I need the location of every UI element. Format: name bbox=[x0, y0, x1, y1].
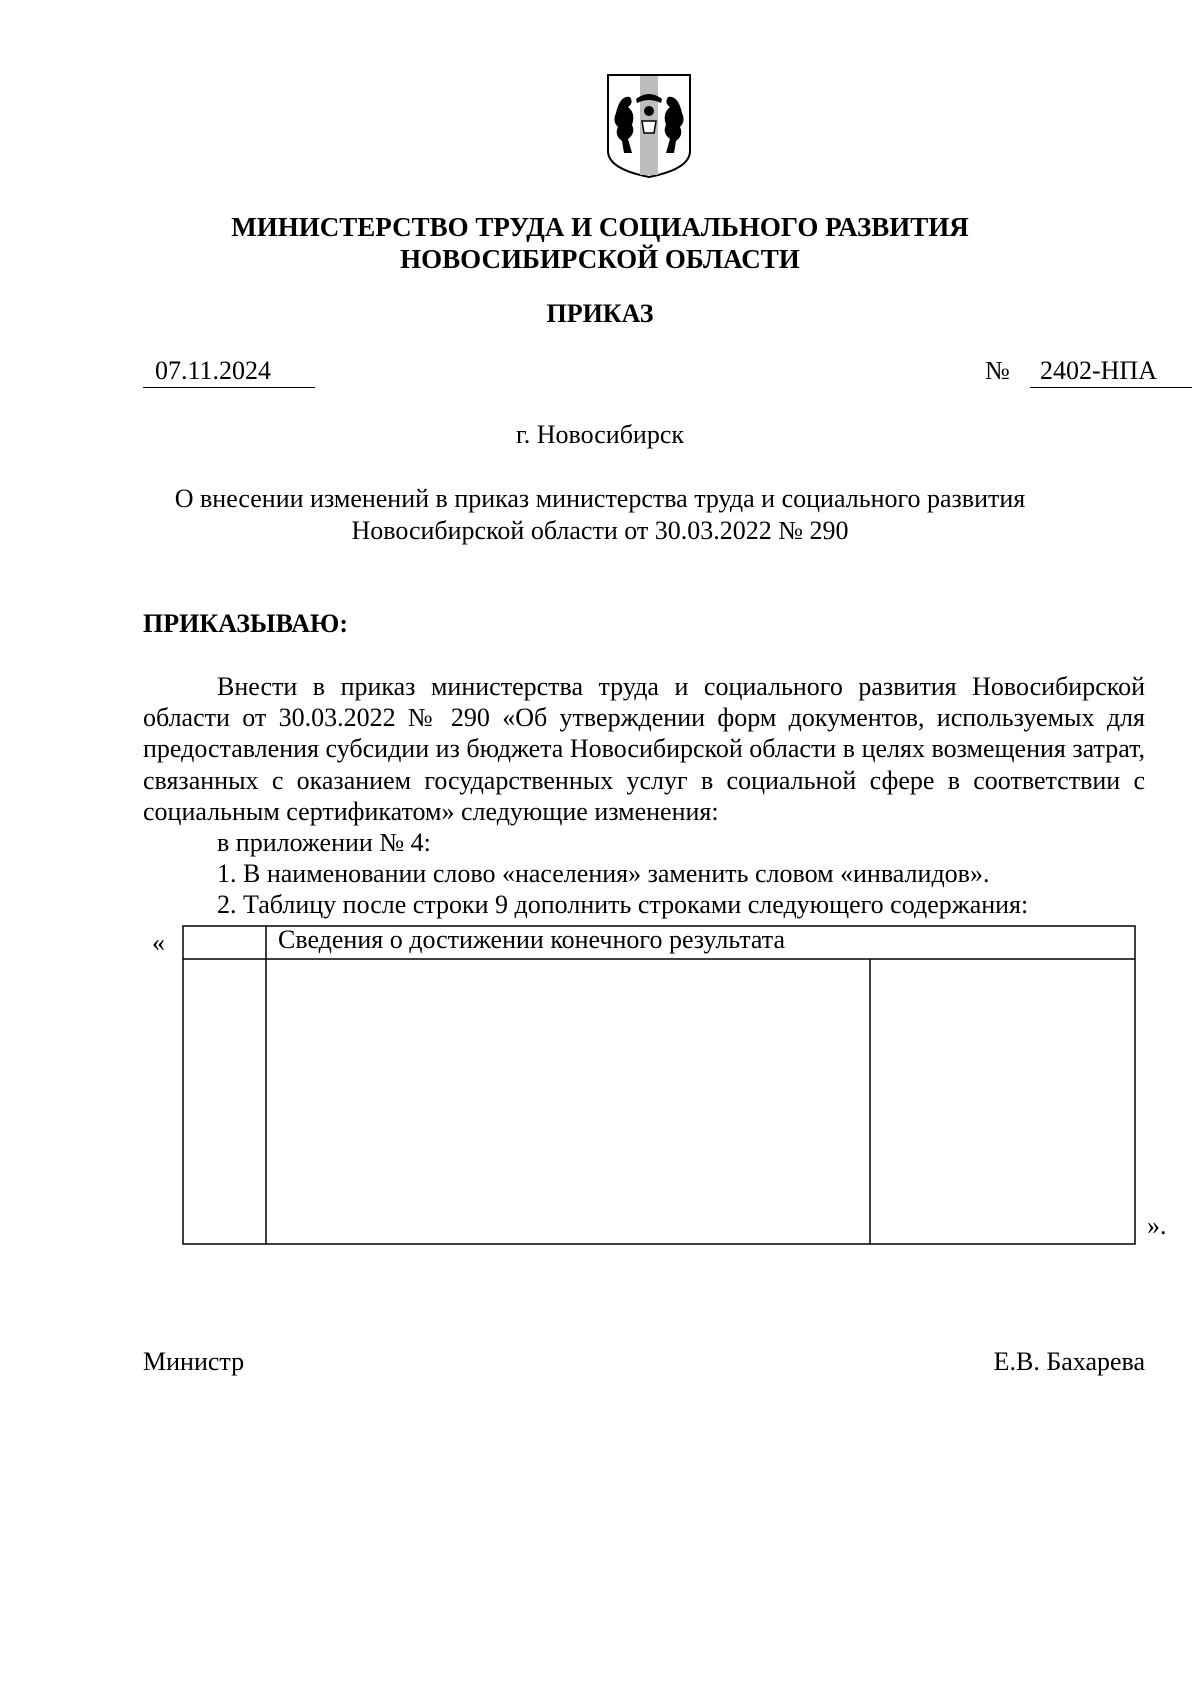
subject-line-1: О внесении изменений в приказ министерства труда и социального развития bbox=[174, 484, 1026, 513]
organization-name bbox=[150, 211, 1050, 275]
organization-line-1: МИНИСТЕРСТВО ТРУДА И СОЦИАЛЬНОГО РАЗВИТИЯ bbox=[231, 212, 969, 242]
document-type: ПРИКАЗ bbox=[546, 299, 654, 328]
document-subject bbox=[150, 483, 1050, 547]
amendment-table bbox=[182, 925, 1136, 1245]
document-number: 2402-НПА bbox=[1030, 355, 1192, 388]
signer-name: Е.В. Бахарева bbox=[993, 1347, 1145, 1376]
document-body bbox=[143, 671, 1145, 921]
signer-role: Министр bbox=[143, 1347, 245, 1376]
main-paragraph: Внести в приказ министерства труда и социального развития Новосибирской области от 30.03.2022 № 290 «Об утверждении форм документов, используемых для предоставления субсидии из бюджета Новосибирской области в целях возмещения затрат, связанных с оказанием государственных услуг в социальной сфере в соответствии с социальным сертификатом» следующие изменения: bbox=[143, 672, 1145, 826]
table-open-quote: « bbox=[152, 928, 165, 957]
organization-line-2: НОВОСИБИРСКОЙ ОБЛАСТИ bbox=[400, 244, 800, 274]
document-date: 07.11.2024 bbox=[143, 355, 315, 388]
change-item-2: 2. Таблицу после строки 9 дополнить строками следующего содержания: bbox=[217, 890, 1029, 920]
subject-line-2: Новосибирской области от 30.03.2022 № 290 bbox=[351, 516, 849, 545]
table-close-quote: ». bbox=[1147, 1211, 1167, 1240]
table-header-cell: Сведения о достижении конечного результата bbox=[278, 925, 785, 954]
document-city: г. Новосибирск bbox=[515, 420, 685, 449]
number-sign: № bbox=[985, 356, 1010, 385]
appendix-line: в приложении № 4: bbox=[217, 828, 431, 858]
order-word: ПРИКАЗЫВАЮ: bbox=[143, 609, 348, 638]
coat-of-arms-icon bbox=[606, 73, 692, 179]
change-item-1: 1. В наименовании слово «населения» заменить словом «инвалидов». bbox=[217, 859, 990, 889]
